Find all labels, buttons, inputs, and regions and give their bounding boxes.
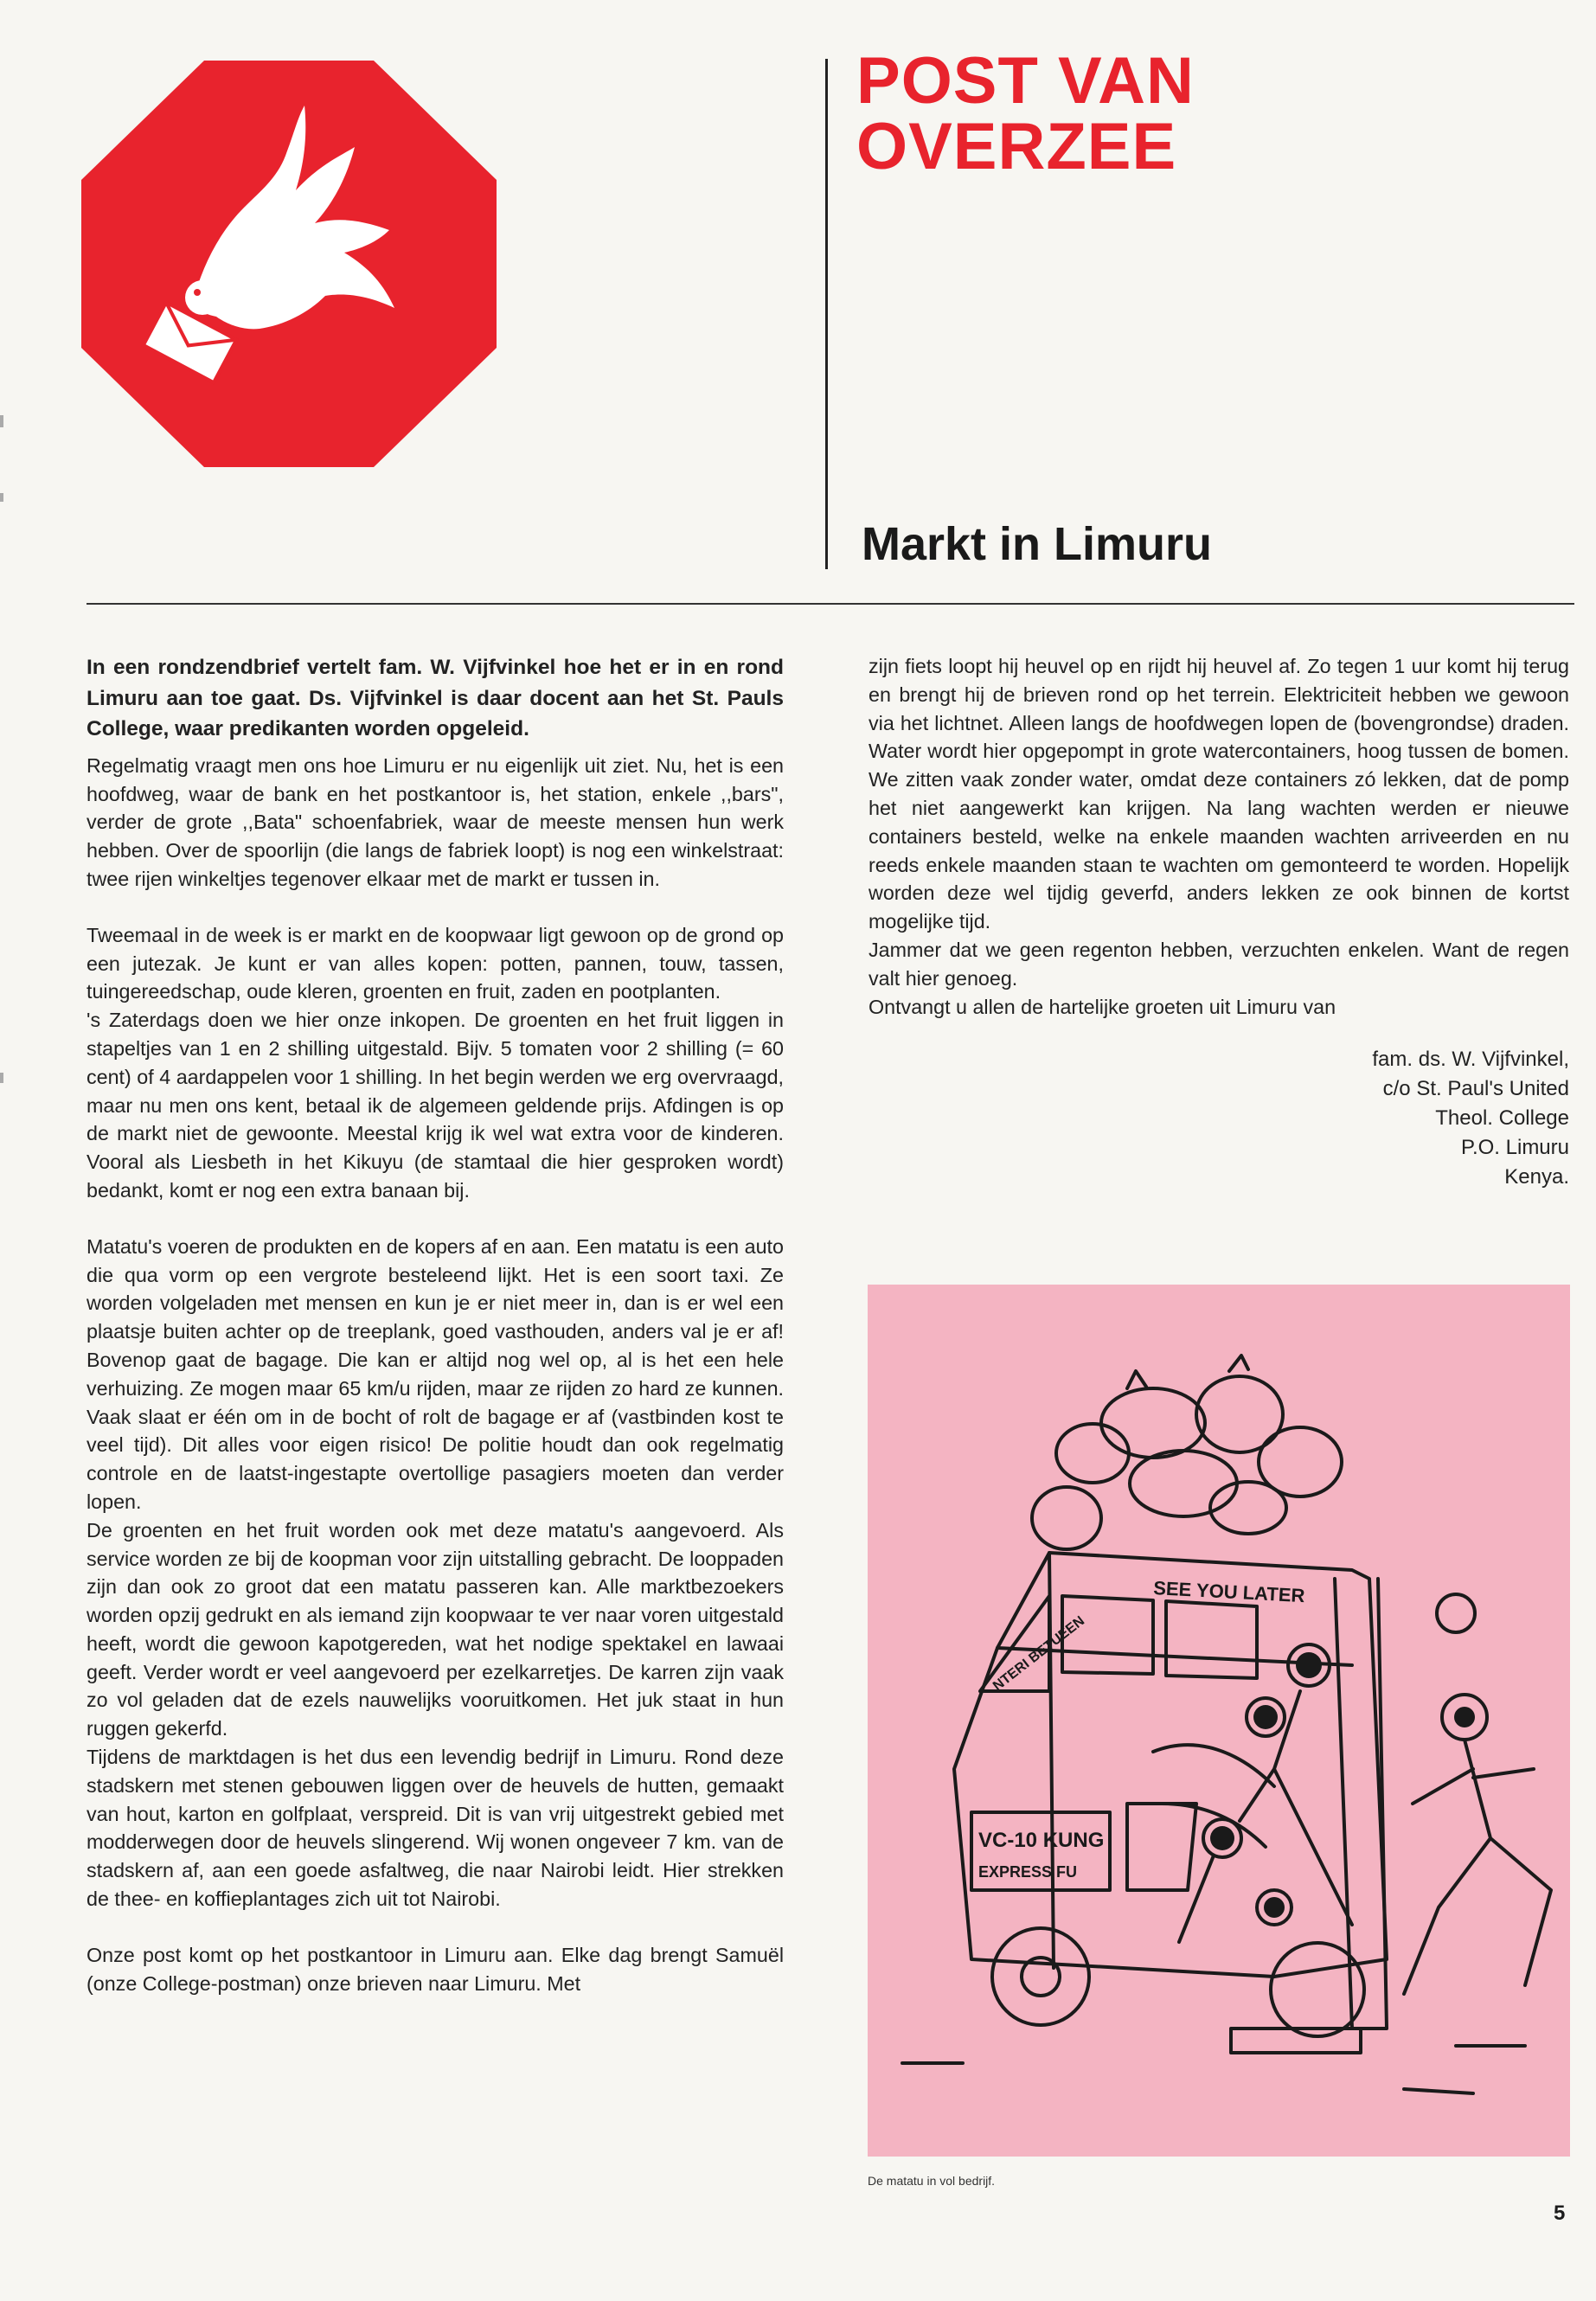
address-line: P.O. Limuru xyxy=(1461,1136,1569,1160)
title-line-1: POST VAN xyxy=(856,44,1195,118)
side-text: NTERI BETUEEN xyxy=(990,1613,1088,1695)
header-divider xyxy=(825,59,828,569)
article-paragraph: 's Zaterdags doen we hier onze inkopen. De groenten en het fruit liggen in stapeltjes van 1 en 2 shilling uitgestald. Bijv. 5 tomaten voor 2 shilling (= 60 cent) of 4 aardappelen voor 1 shilling. In het begin werden we erg overvraagd, maar nu men ons kent, betaal ik de algemeen geldende prijs. Afdingen is op de markt niet de gewoonte. Meestal krijg ik wel wat extra voor de kinderen. Vooral als Liesbeth in het Kikuyu (de stamtaal die hier gesproken wordt) bedankt, komt er nog een extra banaan bij. xyxy=(87,1009,784,1202)
sign-text: SEE YOU LATER xyxy=(1152,1577,1306,1607)
matatu-illustration xyxy=(868,1285,1570,2157)
illustration-caption: De matatu in vol bedrijf. xyxy=(868,2174,996,2188)
article-paragraph: Jammer dat we geen regenton hebben, verzuchten enkelen. Want de regen valt hier genoeg. xyxy=(869,938,1569,990)
title-line-2: OVERZEE xyxy=(856,110,1177,183)
article-paragraph: zijn fiets loopt hij heuvel op en rijdt hij heuvel af. Zo tegen 1 uur komt hij terug en brengt hij de brieven rond op het terrein. Elektriciteit hebben we gewoon via het lichtnet. Alleen langs de hoofdwegen lopen de (bovengrondse) draden. Water wordt hier opgepompt in grote watercontainers, hoog tussen de bomen. We zitten vaak zonder water, omdat deze containers zó lekken, dat de pomp het niet aangewerkt kan krijgen. Na lang wachten werden er nieuwe containers besteld, welke na enkele maanden wachten arriveerden en nu reeds enkele maanden staan te wachten om gemonteerd te worden. Hopelijk worden deze wel tijdig geverfd, anders lekken ze ook binnen de kortst mogelijke tijd. xyxy=(869,655,1569,933)
address-line: Theol. College xyxy=(1435,1106,1569,1131)
article-paragraph: Matatu's voeren de produkten en de kopers af en aan. Een matatu is een auto die qua vorm op een vergrote besteleend lijkt. Het is een soort taxi. Ze worden volgeladen met mensen en kun je er niet meer in, dan is er wel een plaatsje buiten achter op de treeplank, goed vasthouden, anders val je er af! Bovenop gaat de bagage. Die kan er altijd nog wel op, al is het een hele verhuizing. Ze mogen maar 65 km/u rijden, maar ze rijden zo hard ze kunnen. Vaak slaat er één om in de bocht of rolt de bagage er af (vastbinden kost te veel tijd). Dit alles voor eigen risico! De politie houdt dan ook regelmatig controle en de laatst-ingestapte overtollige pasagiers moeten dan verder lopen. xyxy=(87,1234,784,1513)
article-paragraph: Onze post komt op het postkantoor in Limuru aan. Elke dag brengt Samuël (onze College-postman) onze brieven naar Limuru. Met xyxy=(87,1943,784,1995)
header-rule xyxy=(87,603,1574,605)
scan-edge-mark xyxy=(0,1073,3,1083)
page-number: 5 xyxy=(1554,2202,1566,2225)
article-paragraph: Regelmatig vraagt men ons hoe Limuru er nu eigenlijk uit ziet. Nu, het is een hoofdweg, waar de bank en het postkantoor is, het station, enkele ,,bars", verder de grote ,,Bata" schoenfabriek, waar de meeste mensen hun werk hebben. Over de spoorlijn (die langs de fabriek loopt) is nog een winkelstraat: twee rijen winkeltjes tegenover elkaar met de markt er tussen in. xyxy=(87,753,784,890)
page-title xyxy=(856,44,1195,183)
address-line: c/o St. Paul's United xyxy=(1382,1077,1569,1101)
scan-edge-mark xyxy=(0,493,3,502)
article-paragraph: Ontvangt u allen de hartelijke groeten uit Limuru van xyxy=(869,995,1336,1018)
sender-address xyxy=(869,1045,1569,1192)
article-paragraph: Tweemaal in de week is er markt en de koopwaar ligt gewoon op de grond op een jutezak. Je kunt er van alles kopen: potten, pannen, touw, tassen, tuingereedschap, oude kleren, groenten en fruit, zaden en pootplanten. xyxy=(87,923,784,1003)
article-column-left xyxy=(87,652,784,1997)
address-line: Kenya. xyxy=(1504,1165,1569,1189)
panel-text-1: VC-10 KUNG xyxy=(978,1829,1105,1852)
article-paragraph: Tijdens de marktdagen is het dus een levendig bedrijf in Limuru. Rond deze stadskern met stenen gebouwen liggen over de heuvels de hutten, gemaakt van hout, karton en golfplaat, verspreid. Dit is van vrij uitgestrekt gebied met modderwegen door de heuvels slingerend. Wij wonen ongeveer 7 km. van de stadskern af, aan een goede asfaltweg, die naar Nairobi leidt. Hier strekken de thee- en koffieplantages zich uit tot Nairobi. xyxy=(87,1746,784,1911)
article-paragraph: De groenten en het fruit worden ook met deze matatu's aangevoerd. Als service worden ze bij de koopman voor zijn uitstalling gebracht. De looppaden zijn dan ook zo groot dat een matatu passeren kan. Alle marktbezoekers worden opzij gedrukt en als iemand zijn koopwaar te ver naar voren uitgestald heeft, wordt die gewoon kapotgereden, wat het nodige spektakel en lawaai geeft. Verder wordt er veel aangevoerd per ezelkarretjes. De karren zijn vaak zo vol geladen dat de ezels nauwelijks vooruitkomen. Het juk staat in hun ruggen gekerfd. xyxy=(87,1518,784,1740)
article-subtitle: Markt in Limuru xyxy=(862,518,1213,570)
article-intro: In een rondzendbrief vertelt fam. W. Vijfvinkel hoe het er in en rond Limuru aan toe gaat. Ds. Vijfvinkel is daar docent aan het St. Pauls College, waar predikanten worden opgeleid. xyxy=(87,656,784,741)
address-line: fam. ds. W. Vijfvinkel, xyxy=(1372,1048,1569,1072)
panel-text-2: EXPRESS FU xyxy=(978,1863,1078,1881)
scan-edge-mark xyxy=(0,415,3,427)
matatu-drawing xyxy=(868,1285,1570,2157)
dove-with-letter-icon xyxy=(81,61,497,467)
article-column-right xyxy=(869,652,1569,1192)
